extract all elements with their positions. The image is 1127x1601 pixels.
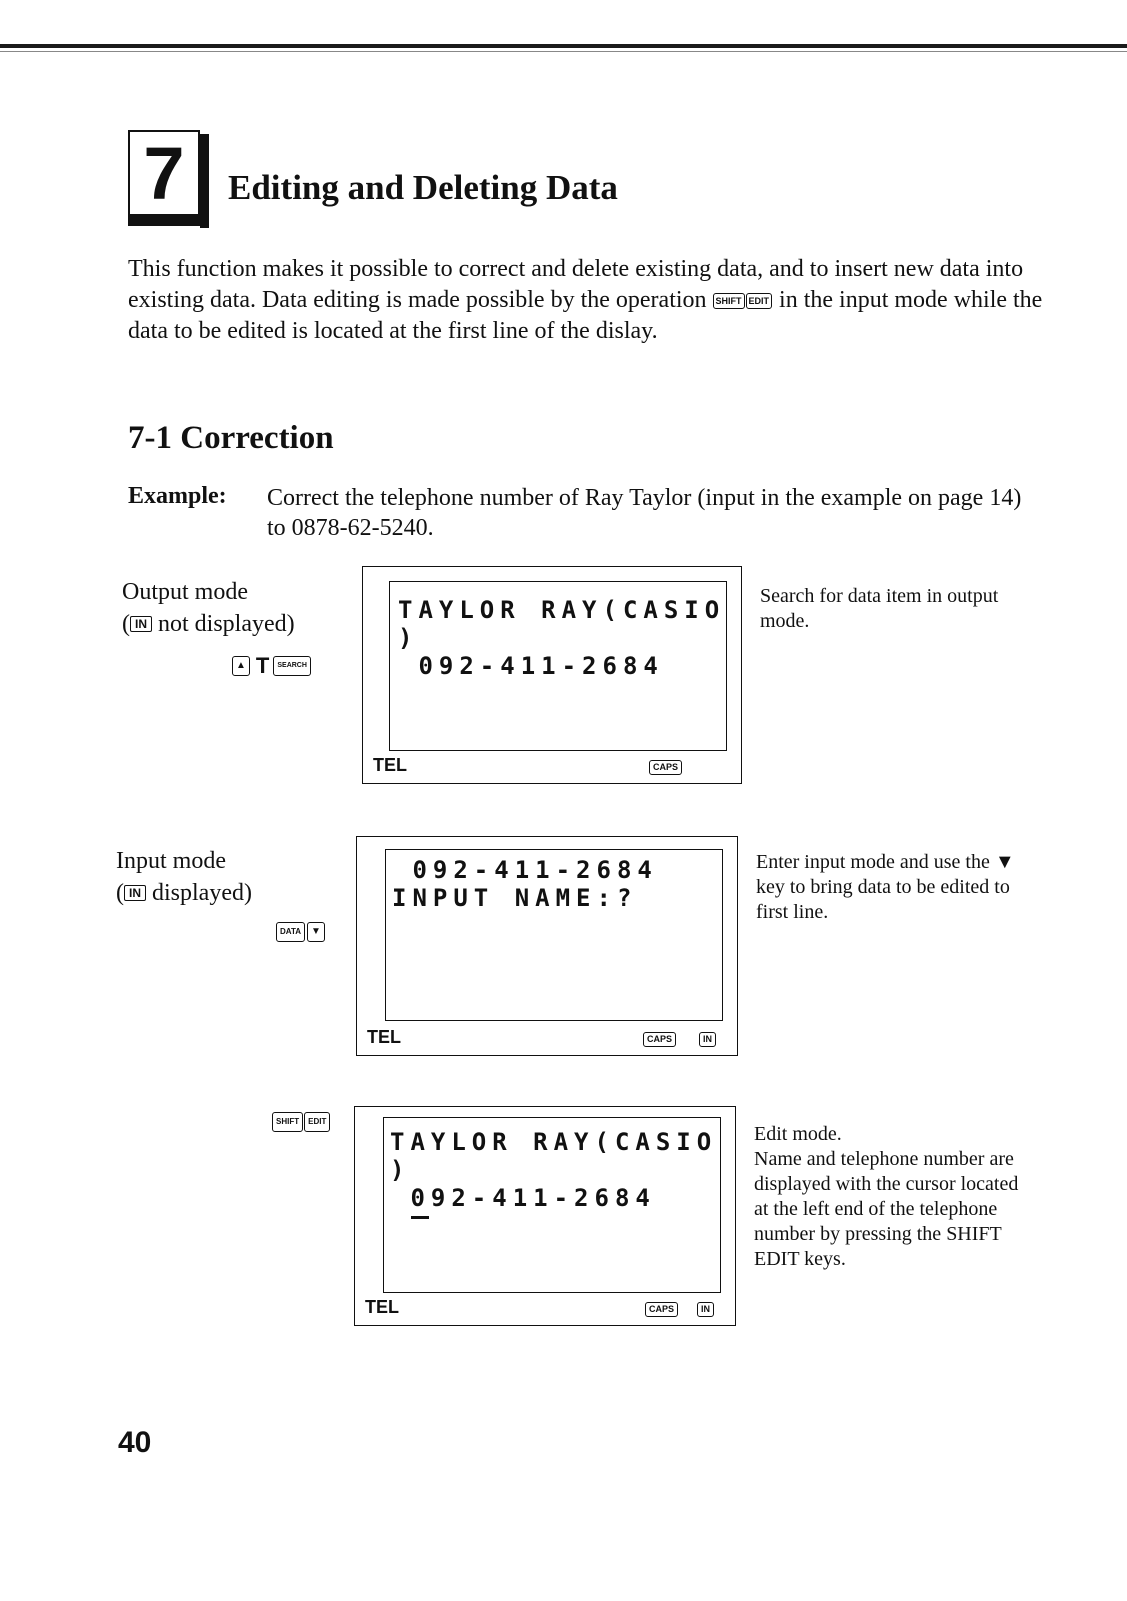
lcd-display-1 (362, 566, 742, 784)
chapter-box-shadow (200, 134, 209, 228)
lcd2-caps-icon: CAPS (643, 1032, 676, 1047)
down-arrow-key-icon: ▼ (307, 922, 325, 942)
step2-mode-label: Input mode (116, 848, 226, 874)
lcd3-tel-indicator: TEL (365, 1297, 399, 1317)
lcd-screen-2 (385, 849, 723, 1021)
in-indicator-icon: IN (124, 885, 146, 901)
section-title: 7-1 Correction (128, 420, 334, 456)
lcd1-tel-indicator: TEL (373, 755, 407, 775)
lcd2-in-icon: IN (699, 1032, 716, 1047)
lcd-screen-3 (383, 1117, 721, 1293)
lcd1-line1: TAYLOR RAY(CASIO (398, 596, 726, 624)
lcd2-line2: INPUT NAME:? (392, 884, 638, 912)
top-rule (0, 44, 1127, 48)
step3-description (754, 1122, 1024, 1272)
edit-key-icon: EDIT (304, 1112, 330, 1132)
page-number: 40 (118, 1426, 152, 1459)
lcd-screen-1 (389, 581, 727, 751)
step2-keys (272, 922, 325, 942)
step1-mode (122, 576, 295, 640)
example-text: Correct the telephone number of Ray Taylor (input in the example on page 14) to 0878-62-5240. (267, 485, 1022, 541)
chapter-title: Editing and Deleting Data (228, 168, 618, 207)
intro-text-b: in the input mode while the data to be edited is located at the first line of the dislay. (128, 287, 1043, 344)
step1-keys (228, 653, 311, 679)
step3-keys (268, 1112, 330, 1132)
lcd3-caps-icon: CAPS (645, 1302, 678, 1317)
intro-paragraph (128, 254, 1053, 347)
lcd2-tel-indicator: TEL (367, 1027, 401, 1047)
lcd1-line3: 092-411-2684 (398, 652, 664, 680)
lcd1-caps-icon: CAPS (649, 760, 682, 775)
lcd3-line1: TAYLOR RAY(CASIO (390, 1128, 718, 1156)
lcd2-line1: 092-411-2684 (392, 856, 658, 884)
lcd3-in-icon: IN (697, 1302, 714, 1317)
lcd3-line3: 092-411-2684 (390, 1184, 656, 1212)
shift-key-icon: SHIFT (713, 293, 745, 309)
lcd3-cursor (411, 1216, 429, 1219)
step2-description: Enter input mode and use the ▼ key to bring data to be edited to first line. (756, 851, 1015, 923)
step1-description: Search for data item in output mode. (760, 585, 999, 632)
chapter-number: 7 (128, 130, 200, 216)
data-key-icon: DATA (276, 922, 305, 942)
step3-description-line1: Edit mode. (754, 1123, 842, 1145)
shift-key-icon: SHIFT (272, 1112, 303, 1132)
lcd1-line2: ) (398, 624, 419, 652)
lcd-display-3 (354, 1106, 736, 1326)
chapter-box-shadow-bottom (128, 216, 209, 226)
step2-mode (116, 845, 252, 909)
t-key-icon: T (255, 653, 270, 678)
lcd3-line2: ) (390, 1156, 411, 1184)
shift-up-key-icon: ▲ (232, 656, 250, 676)
step2-mode-note: ( IN displayed) (116, 880, 252, 906)
step3-description-line2: Name and telephone number are displayed with the cursor located at the left end of the telephone number by pressing the SHIFT EDIT keys. (754, 1148, 1019, 1270)
in-indicator-icon: IN (130, 616, 152, 632)
step1-mode-note: ( IN not displayed) (122, 611, 295, 637)
top-rule-thin (0, 51, 1127, 52)
intro-text-a: This function makes it possible to correct and delete existing data, and to insert new data into existing data. Data editing is made possible by the operation (128, 256, 1024, 313)
example-label: Example: (128, 483, 227, 509)
lcd-display-2 (356, 836, 738, 1056)
search-key-icon: SEARCH (273, 656, 311, 676)
step1-mode-label: Output mode (122, 579, 248, 605)
edit-key-icon: EDIT (746, 293, 773, 309)
